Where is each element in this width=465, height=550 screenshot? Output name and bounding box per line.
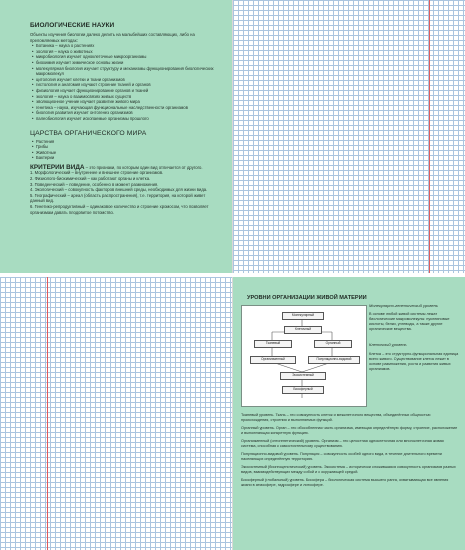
list-item: • генетика – наука, изучающая функциональные наследственности организмов xyxy=(30,105,220,111)
level-text: В основе любой живой системы лежат биологические макромолекулы: нуклеиновые кислоты, белки, углеводы, а также другие органические вещества. xyxy=(369,312,450,332)
margin-line xyxy=(429,0,430,273)
list-item: • Ботаника – наука о растениях xyxy=(30,43,220,49)
levels-body xyxy=(241,413,459,491)
paragraph: Популяционно-видовой уровень. Популяция – совокупность особей одного вида, в течение длительного времени населяющих определённую территорию. xyxy=(241,452,442,461)
list-item: • Животные xyxy=(30,150,220,156)
diagram-box: Молекулярный xyxy=(282,312,324,320)
list-item: • экология – наука о взаимосвязях живых существ xyxy=(30,94,220,100)
heading-kingdoms: ЦАРСТВА ОРГАНИЧЕСКОГО МИРА xyxy=(30,129,147,137)
diagram-box: Клеточный xyxy=(284,326,322,334)
list-item: 2. Физиолого-биохимический – как работают органы и клетка. xyxy=(30,176,151,182)
text-block xyxy=(30,22,220,215)
species-intro: – это признаки, по которым один вид отличается от другого. xyxy=(85,164,203,170)
paragraph: Организменный (онтогенетический) уровень. Организм – это целостная одноклеточная или многоклеточная живая система, способная к самостоятельному существованию. xyxy=(241,439,444,448)
sciences-list xyxy=(30,43,220,121)
diagram-box: Органный xyxy=(314,340,352,348)
diagram-box: Организменный xyxy=(250,356,296,364)
level-label: Молекулярно-генетический уровень xyxy=(369,303,438,308)
text-page-levels xyxy=(233,277,465,550)
side-column xyxy=(369,299,459,372)
diagram-box: Биосферный xyxy=(282,386,324,394)
list-item: • биология развития изучает онтогенез организмов xyxy=(30,110,220,116)
list-item: 3. Поведенческий – поведение, особенно в момент размножения. xyxy=(30,181,159,187)
diagram-box: Тканевый xyxy=(254,340,292,348)
list-item: 5. Географический – ареал (область распространения), т.е. территория, на которой живет данный вид. xyxy=(30,192,206,204)
bottom-spread xyxy=(0,277,465,550)
paragraph: Органный уровень. Орган – это обособленная часть организма, имеющая определённую форму, строение, расположение и выполняющая конкретную функцию. xyxy=(241,426,458,435)
list-item: • микробиология изучает одноклеточные микроорганизмы xyxy=(30,54,220,60)
list-item: • физиология изучает функционирование органов и тканей xyxy=(30,88,220,94)
intro-text: Объекты изучения биологии далеко делить на малыбейших составляющих, либо на преломляемых методах: xyxy=(30,32,195,43)
diagram-box: Популяционно-видовой xyxy=(308,356,360,364)
list-item: 1. Морфологический – внутреннее и внешнее строение организмов. xyxy=(30,170,164,176)
margin-line xyxy=(47,277,48,550)
paragraph: Экосистемный (биогеоценотический) уровень. Экосистема – исторически сложившаяся совокупность организмов разных видов, взаимодействующих между собой и с окружающей средой. xyxy=(241,465,456,474)
paragraph: Тканевый уровень. Ткань – это совокупность клеток и межклеточного вещества, объединённых общностью происхождения, строения и выполняемых функций. xyxy=(241,413,431,422)
heading-biology: БИОЛОГИЧЕСКИЕ НАУКИ xyxy=(30,22,115,29)
text-page-biology xyxy=(0,0,232,273)
list-item: • зоология – наука о животных xyxy=(30,49,220,55)
diagram-box: Экосистемный xyxy=(280,372,326,380)
level-label: Клеточный уровень xyxy=(369,342,407,348)
level-text: Клетка – это структурно-функциональная единица всего живого. Существование клеток лежит в основе размножения, роста и развития живых организмов. xyxy=(369,351,459,371)
list-item: • Бактерии xyxy=(30,155,220,161)
heading-levels: УРОВНИ ОРГАНИЗАЦИИ ЖИВОЙ МАТЕРИИ xyxy=(247,295,367,301)
list-item: • Грибы xyxy=(30,144,220,150)
levels-diagram xyxy=(241,305,367,407)
list-item: 4. Экологический – совокупность факторов внешней среды, необходимых для жизни вида. xyxy=(30,187,208,193)
list-item: • Растения xyxy=(30,139,220,145)
list-item: • цитология изучает клетки и ткани организмов xyxy=(30,77,220,83)
list-item: • эволюционное учение изучает развитие живого мира xyxy=(30,99,220,105)
heading-species-criteria: КРИТЕРИИ ВИДА xyxy=(30,163,85,171)
list-item: • биохимия изучает химическое основы жизни xyxy=(30,60,220,66)
list-item: • молекулярная биология изучает структуру и механизмы функционирования биологических макромолекул xyxy=(30,66,220,77)
grid-page xyxy=(0,277,232,550)
paragraph: Биосферный (глобальный) уровень. Биосфера – биологическая система высшего ранга, охватывающая все явления жизни в атмосфере, гидросфере и литосфере. xyxy=(241,478,449,487)
list-item: 6. Генетико-репродуктивный – одинаковое количество и строение хромосом, что позволяет организмам давать плодовитое потомство. xyxy=(30,204,209,215)
top-spread xyxy=(0,0,465,273)
kingdoms-list xyxy=(30,139,220,161)
list-item: • палеобиология изучает ископаемые организмы прошлого xyxy=(30,116,220,122)
list-item: • гистология и анатомия изучают строение тканей и органов xyxy=(30,82,220,88)
grid-page xyxy=(233,0,465,273)
